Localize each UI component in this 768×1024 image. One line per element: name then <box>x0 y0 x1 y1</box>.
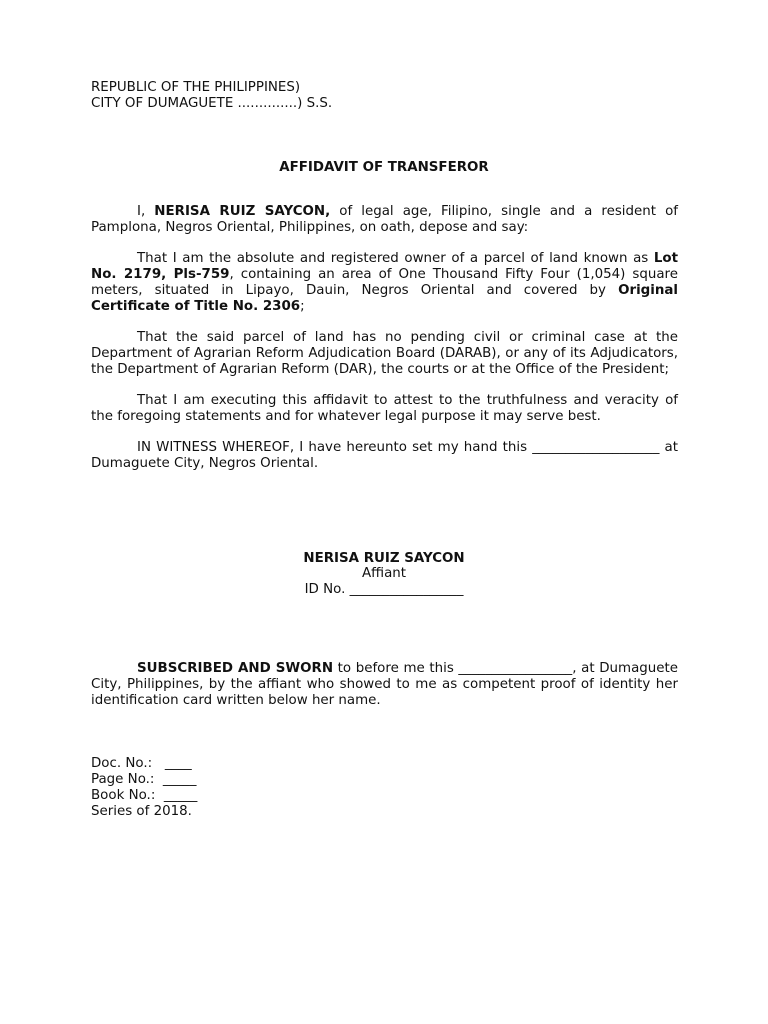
doc-number: Doc. No.: ____ <box>91 756 192 771</box>
lot-number: Lot No. 2179, Pls-759 <box>91 251 678 282</box>
jurat-lead: SUBSCRIBED AND SWORN <box>137 661 334 676</box>
book-number: Book No.: _____ <box>91 788 198 803</box>
paragraph-jurat <box>91 661 678 709</box>
paragraph-ownership <box>91 251 678 315</box>
p5-text: IN WITNESS WHEREOF, I have hereunto set my hand this ___________________ at Dumaguete City, Negros Oriental. <box>91 440 678 471</box>
p1-lead: I, <box>137 204 155 219</box>
title-number: Original Certificate of Title No. 2306 <box>91 283 678 314</box>
paragraph-witness <box>91 440 678 472</box>
p2-lead: That I am the absolute and registered owner of a parcel of land known as <box>137 251 654 266</box>
signature-id-field: ID No. _________________ <box>304 582 464 597</box>
jurat-rest: to before me this _________________, at Dumaguete City, Philippines, by the affiant who showed to me as competent proof of identity her identification card written below her name. <box>91 661 678 708</box>
venue-line-1: REPUBLIC OF THE PHILIPPINES) <box>91 80 301 95</box>
venue-block <box>91 80 678 112</box>
paragraph-no-pending-case <box>91 330 678 378</box>
affiant-name-inline: NERISA RUIZ SAYCON, <box>154 204 331 219</box>
p4-text: That I am executing this affidavit to attest to the truthfulness and veracity of the foregoing statements and for whatever legal purpose it may serve best. <box>91 393 678 424</box>
notarial-register-block <box>91 756 678 820</box>
p2-end: ; <box>300 299 305 314</box>
p3-text: That the said parcel of land has no pending civil or criminal case at the Department of Agrarian Reform Adjudication Board (DARAB), or any of its Adjudicators, the Department of Agrarian Reform (DAR), the courts or at the Office of the President; <box>91 330 678 377</box>
paragraph-declarant <box>91 204 678 236</box>
signature-role: Affiant <box>361 566 407 581</box>
page-number: Page No.: _____ <box>91 772 197 787</box>
p2-mid: , containing an area of One Thousand Fifty Four (1,054) square meters, situated in Lipayo, Dauin, Negros Oriental and covered by <box>91 267 678 298</box>
paragraph-purpose <box>91 393 678 425</box>
document-title: AFFIDAVIT OF TRANSFEROR <box>279 160 489 175</box>
series-year: Series of 2018. <box>91 804 192 819</box>
p1-rest: of legal age, Filipino, single and a resident of Pamplona, Negros Oriental, Philippines, on oath, depose and say: <box>91 204 678 235</box>
signature-name: NERISA RUIZ SAYCON <box>303 551 465 566</box>
venue-line-2: CITY OF DUMAGUETE ..............) S.S. <box>91 96 333 111</box>
